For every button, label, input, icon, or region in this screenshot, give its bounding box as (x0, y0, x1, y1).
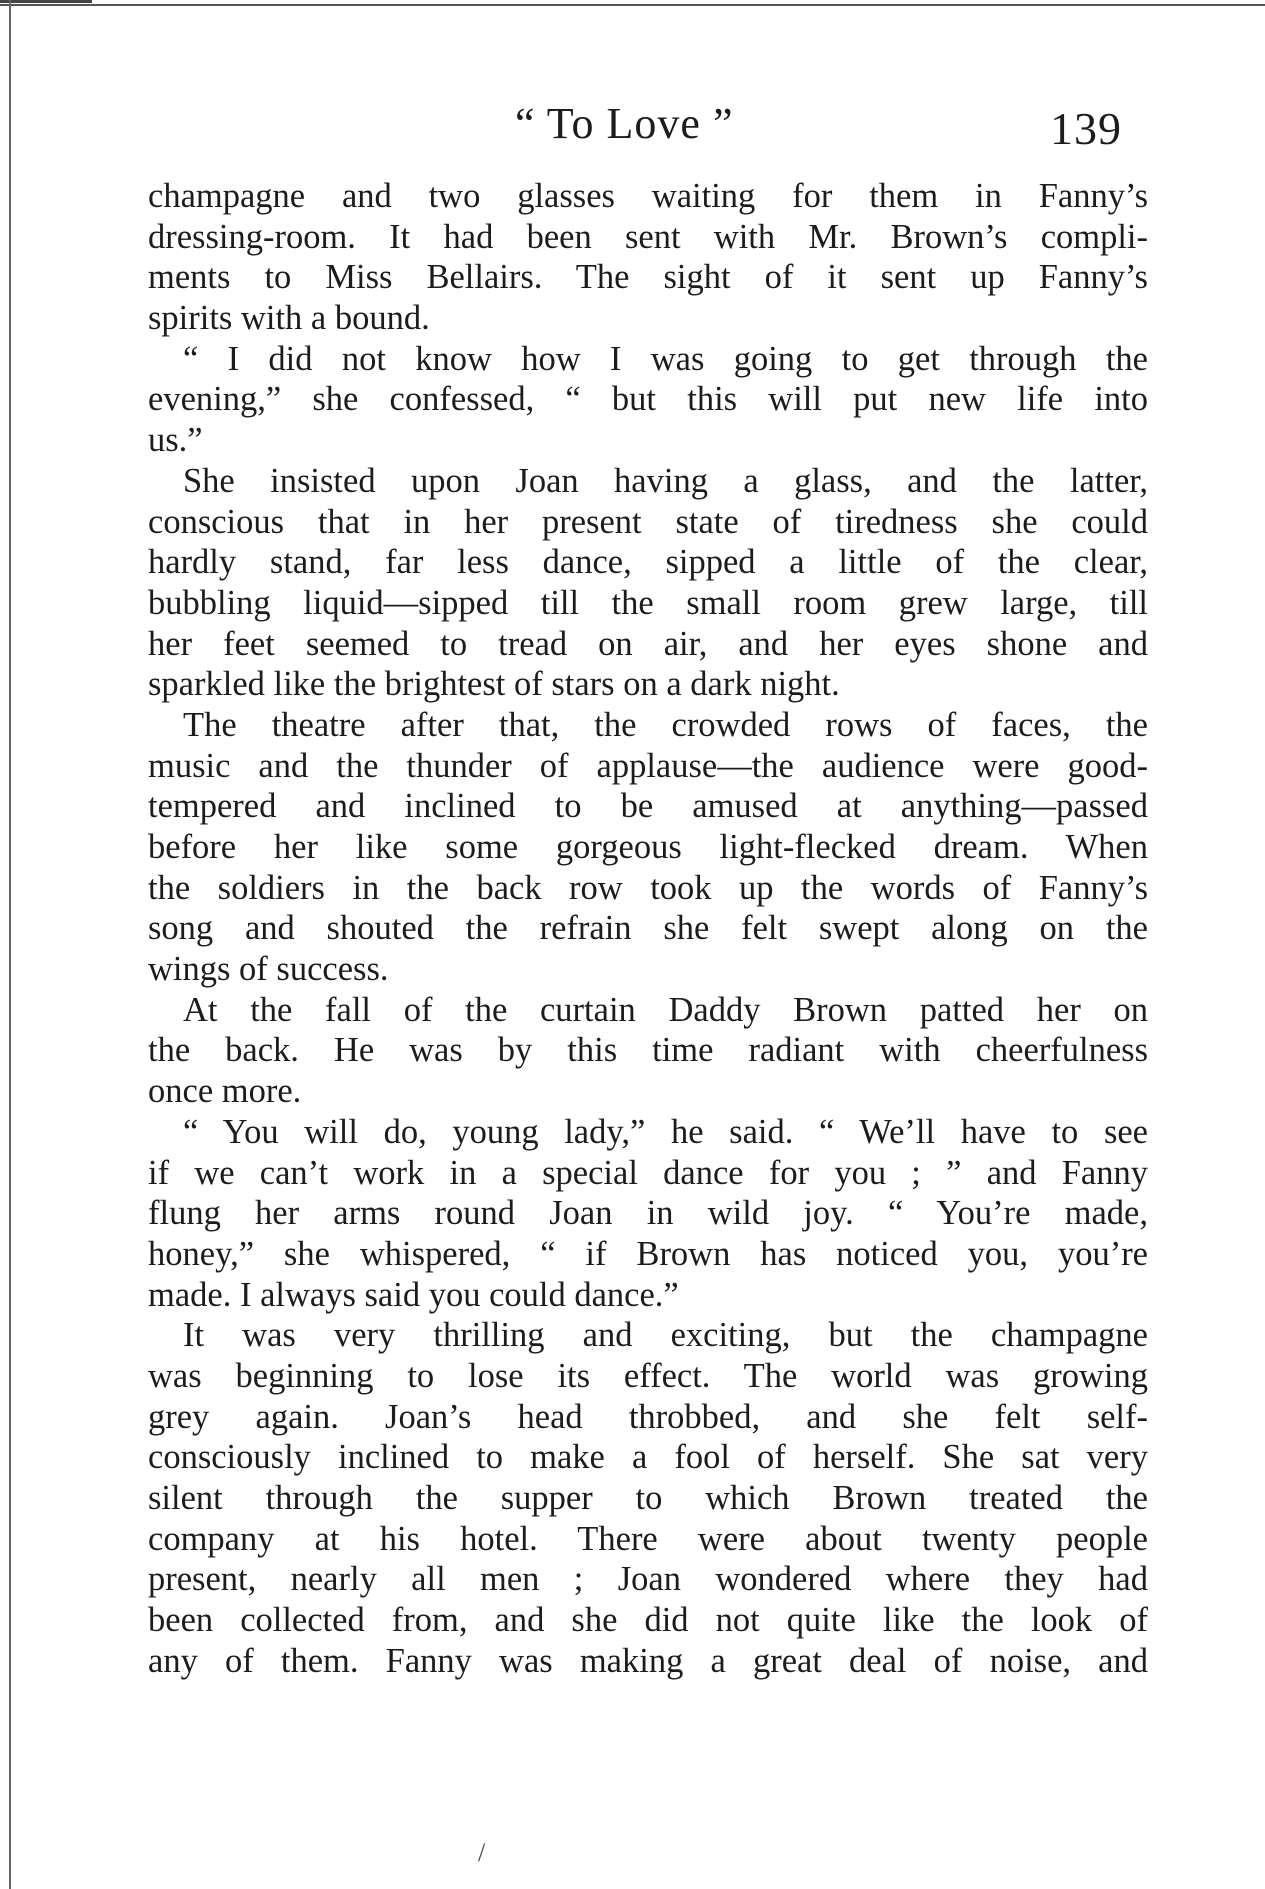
running-head (0, 98, 1265, 158)
text-line: silent through the supper to which Brown treated the (148, 1479, 1148, 1517)
text-line: It was very thrilling and exciting, but the champagne (183, 1316, 1148, 1355)
text-line: if we can’t work in a special dance for you ; ” and Fanny (148, 1153, 1148, 1192)
text-line: been collected from, and she did not quite like the look of (148, 1601, 1148, 1640)
chapter-title: “ To Love ” (515, 99, 734, 148)
text-line: her feet seemed to tread on air, and her eyes shone and (148, 624, 1148, 663)
text-line: was beginning to lose its effect. The world was growing (148, 1356, 1148, 1395)
text-line: present, nearly all men ; Joan wondered where they had (148, 1560, 1148, 1599)
scan-left-edge (9, 0, 11, 1889)
text-line: wings of success. (148, 950, 389, 989)
text-line: “ I did not know how I was going to get through the (183, 339, 1148, 378)
page-number: 139 (1050, 103, 1122, 154)
body-text (148, 176, 1148, 1681)
text-line: ments to Miss Bellairs. The sight of it sent up Fanny’s (148, 258, 1148, 297)
scan-corner-mark (0, 0, 92, 3)
text-line: us.” (148, 421, 203, 460)
text-line: conscious that in her present state of tiredness she could (148, 502, 1148, 541)
text-line: tempered and inclined to be amused at anything—passed (148, 787, 1148, 826)
text-line: the soldiers in the back row took up the words of Fanny’s (148, 868, 1148, 907)
text-line: “ You will do, young lady,” he said. “ We’ll have to see (183, 1112, 1148, 1151)
text-line: bubbling liquid—sipped till the small room grew large, till (148, 583, 1148, 622)
text-line: company at his hotel. There were about twenty people (148, 1519, 1148, 1558)
stray-mark: / (478, 1838, 486, 1867)
text-line: evening,” she confessed, “ but this will put new life into (148, 380, 1148, 419)
text-line: champagne and two glasses waiting for them in Fanny’s (148, 177, 1148, 215)
text-line: any of them. Fanny was making a great deal of noise, and (148, 1641, 1148, 1680)
text-line: the back. He was by this time radiant with cheerfulness (148, 1031, 1148, 1070)
text-line: honey,” she whispered, “ if Brown has noticed you, you’re (148, 1234, 1148, 1273)
text-line: The theatre after that, the crowded rows of faces, the (183, 705, 1148, 744)
scan-top-edge (0, 4, 1265, 6)
text-line: At the fall of the curtain Daddy Brown patted her on (183, 990, 1148, 1029)
text-line: spirits with a bound. (148, 299, 430, 338)
text-line: music and the thunder of applause—the audience were good- (148, 746, 1148, 785)
text-line: dressing-room. It had been sent with Mr. Brown’s compli- (148, 217, 1148, 256)
text-line: once more. (148, 1072, 302, 1111)
text-line: hardly stand, far less dance, sipped a little of the clear, (148, 543, 1148, 582)
text-line: grey again. Joan’s head throbbed, and she felt self- (148, 1397, 1148, 1436)
text-line: made. I always said you could dance.” (148, 1275, 679, 1314)
text-line: sparkled like the brightest of stars on a dark night. (148, 665, 840, 704)
text-line: flung her arms round Joan in wild joy. “ You’re made, (148, 1194, 1148, 1233)
text-line: song and shouted the refrain she felt swept along on the (148, 909, 1148, 948)
text-line: consciously inclined to make a fool of herself. She sat very (148, 1438, 1148, 1477)
text-line: She insisted upon Joan having a glass, and the latter, (183, 461, 1148, 500)
text-line: before her like some gorgeous light-flecked dream. When (148, 828, 1148, 866)
